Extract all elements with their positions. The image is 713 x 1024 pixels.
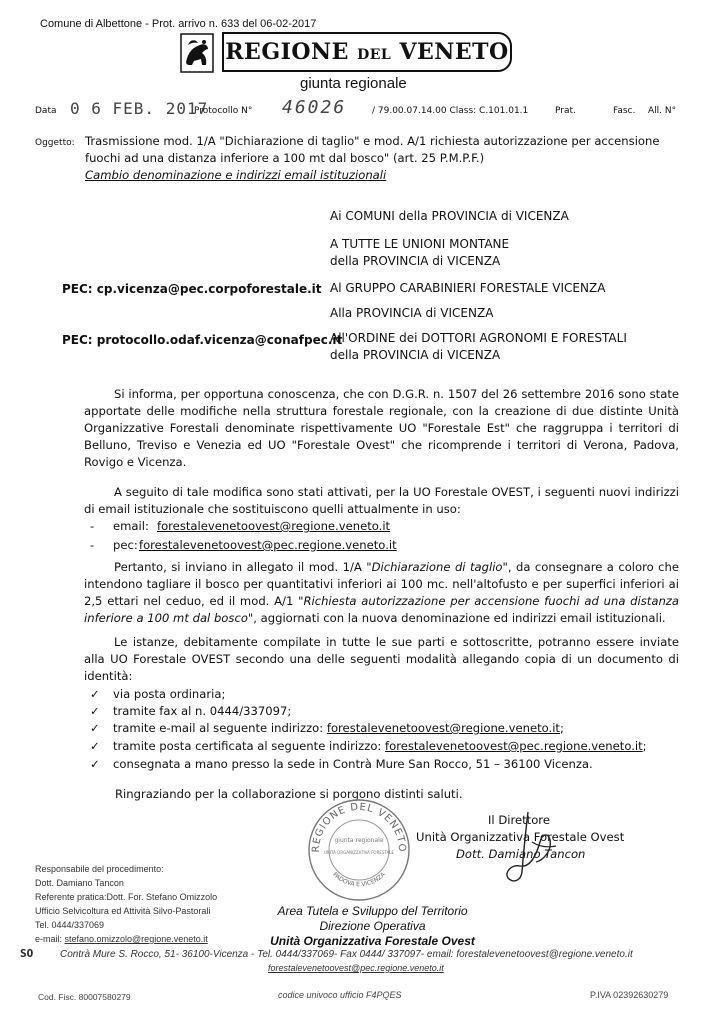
handwritten-signature: [496, 808, 566, 888]
official-seal: [305, 796, 413, 904]
check3-link[interactable]: forestalevenetoovest@regione.veneto.it: [326, 721, 560, 735]
cod-fisc: Cod. Fisc. 80007580279: [38, 992, 131, 1002]
signature-unit: Unità Organizzativa Forestale Ovest: [416, 830, 625, 844]
signature-name: Dott. Damiano Tancon: [456, 847, 586, 861]
resp-name: Dott. Damiano Tancon: [35, 878, 124, 888]
paragraph-1: Si informa, per opportuna conoscenza, che con D.G.R. n. 1507 del 26 settembre 2016 sono state apportate delle modifiche nella struttura forestale regionale, con la creazione di due distinte Unità Organizzative Forestali denominate rispettivamente UO "Forestale Est" che raggruppa i territori di Belluno, Treviso e Venezia ed UO "Forestale Ovest" che ricomprende i territori di Verona, Padova, Rovigo e Vicenza.: [84, 387, 679, 469]
org-line-3: Unità Organizzativa Forestale Ovest: [270, 934, 475, 948]
pec-carabinieri: PEC: cp.vicenza@pec.corpoforestale.it: [62, 282, 322, 296]
closing: Ringraziando per la collaborazione si porgono distinti saluti.: [115, 787, 463, 801]
pec-bullet: -: [90, 538, 95, 552]
check-item-1: via posta ordinaria;: [113, 687, 226, 701]
seal-bottom-text: PADOVA E VICENZA: [331, 871, 387, 889]
email-label: email:: [113, 519, 149, 533]
subject-label: Oggetto:: [35, 138, 75, 148]
svg-text:REGIONE DEL VENETO: [311, 802, 407, 853]
resp-tel: Tel. 0444/337069: [35, 920, 105, 930]
recipient-comuni: Ai COMUNI della PROVINCIA di VICENZA: [330, 209, 569, 223]
prat-label: Prat.: [555, 106, 576, 116]
fasc-label: Fasc.: [613, 106, 636, 116]
check3-text: tramite e-mail al seguente indirizzo:: [113, 721, 327, 735]
email-bullet: -: [90, 519, 95, 533]
signature-scribble-icon: [496, 808, 566, 888]
p3-part-a: Pertanto, si inviano in allegato il mod. 1/A ": [114, 560, 372, 574]
p3-part-d: Richiesta autorizzazione per accensione fuochi ad una distanza inferiore a 100 mt dal bosco: [84, 594, 679, 625]
check3-end: ;: [559, 721, 564, 735]
check4-end: ;: [642, 739, 647, 753]
title-veneto: VENETO: [399, 39, 509, 65]
all-label: All. N°: [648, 106, 677, 116]
check4-link[interactable]: forestalevenetoovest@pec.regione.veneto.it: [385, 739, 643, 753]
protocollo-label: Protocollo N°: [194, 106, 253, 116]
p3-part-b: Dichiarazione di taglio: [371, 560, 503, 574]
check-item-3: [113, 720, 564, 737]
subject-line1: Trasmissione mod. 1/A "Dichiarazione di taglio" e mod. A/1 richiesta autorizzazione per accensione: [85, 134, 660, 148]
signature-title: Il Direttore: [488, 813, 550, 827]
recipient-ordine: All'ORDINE dei DOTTORI AGRONOMI E FORESTALI: [330, 331, 627, 345]
resp-email-link[interactable]: stefano.omizzolo@regione.veneto.it: [64, 934, 208, 944]
org-address: Contrà Mure S. Rocco, 51- 36100-Vicenza - Tel. 0444/337069- Fax 0444/ 337097- email: forestalevenetoovest@regione.veneto.it: [60, 949, 633, 960]
recipient-unioni-line2: della PROVINCIA di VICENZA: [330, 254, 501, 268]
check4-text: tramite posta certificata al seguente indirizzo:: [113, 739, 386, 753]
classification: / 79.00.07.14.00 Class: C.101.01.1: [372, 106, 529, 116]
org-pec[interactable]: forestalevenetoovest@pec.regione.veneto.it: [268, 963, 444, 973]
pec-label: pec:: [113, 538, 138, 552]
org-line-2: Direzione Operativa: [319, 919, 426, 933]
title-del: DEL: [357, 47, 392, 63]
check-item-5: consegnata a mano presso la sede in Contrà Mure San Rocco, 51 – 36100 Vicenza.: [113, 757, 593, 771]
data-label: Data: [35, 106, 57, 116]
pec-odaf: PEC: protocollo.odaf.vicenza@conafpec.it: [62, 333, 343, 347]
pec-link[interactable]: forestalevenetoovest@pec.regione.veneto.it: [139, 538, 397, 552]
check-icon: ✓: [90, 721, 100, 735]
check-icon: ✓: [90, 704, 100, 718]
org-line-1: Area Tutela e Sviluppo del Territorio: [277, 904, 468, 918]
partita-iva: P.IVA 02392630279: [590, 990, 669, 1000]
subject-line2: fuochi ad una distanza inferiore a 100 mt dal bosco" (art. 25 P.M.P.F.): [85, 151, 485, 165]
protocollo-value: 46026: [282, 97, 347, 118]
protocol-stamp: Comune di Albettone - Prot. arrivo n. 633 del 06-02-2017: [40, 18, 317, 30]
resp-email-row: [35, 934, 208, 944]
title-regione: REGIONE: [225, 39, 349, 65]
region-logo: [180, 33, 214, 73]
check-icon: ✓: [90, 739, 100, 753]
initials: SO: [20, 947, 34, 960]
check-icon: ✓: [90, 757, 100, 771]
email-link[interactable]: forestalevenetoovest@regione.veneto.it: [157, 519, 391, 533]
paragraph-2: A seguito di tale modifica sono stati attivati, per la UO Forestale OVEST, i seguenti nuovi indirizzi di email istituzionale che sostituiscono quelli attualmente in uso:: [84, 485, 679, 516]
recipient-unioni: A TUTTE LE UNIONI MONTANE: [330, 237, 510, 251]
giunta-subtitle: giunta regionale: [300, 75, 407, 92]
check-item-2: tramite fax al n. 0444/337097;: [113, 704, 292, 718]
seal-outer-text: REGIONE DEL VENETO: [310, 801, 408, 853]
recipient-carabinieri: Al GRUPPO CARABINIERI FORESTALE VICENZA: [330, 281, 606, 295]
paragraph-4: Le istanze, debitamente compilate in tutte le sue parti e sottoscritte, potranno essere inviate alla UO Forestale OVEST secondo una delle seguenti modalità allegando copia di un documento di identità:: [84, 635, 679, 683]
lion-logo-icon: [180, 33, 214, 73]
check-icon: ✓: [90, 687, 100, 701]
ufficio: Ufficio Selvicoltura ed Attività Silvo-Pastorali: [35, 906, 211, 916]
codice-univoco: codice univoco ufficio F4PQES: [278, 990, 402, 1000]
seal-stamp-icon: [305, 796, 413, 904]
check-item-4: [113, 738, 647, 755]
referente: Referente pratica:Dott. For. Stefano Omizzolo: [35, 892, 218, 902]
subject-line3: Cambio denominazione e indirizzi email istituzionali: [85, 168, 387, 182]
p3-part-e: ", aggiornati con la nuova denominazione ed indirizzi email istituzionali.: [247, 611, 666, 625]
data-value: 0 6 FEB. 2017: [70, 99, 209, 118]
region-title: [222, 32, 512, 72]
recipient-provincia: Alla PROVINCIA di VICENZA: [330, 306, 494, 320]
seal-side-text: UNITÀ ORGANIZZATIVA FORESTALE: [323, 850, 395, 855]
seal-inner-text: giunta regionale: [334, 837, 384, 844]
resp-email-label: e-mail:: [35, 934, 65, 944]
p3-part-c: ", da consegnare a coloro che intendono tagliare il bosco per quantitativi inferiori ai 100 mc. nell'altofusto e per superfici inferiori ai 2,5 ettari nel ceduo, ed il mod. A/1 ": [84, 560, 680, 608]
resp-label: Responsabile del procedimento:: [35, 864, 164, 874]
paragraph-3: [84, 559, 679, 627]
recipient-ordine-line2: della PROVINCIA di VICENZA: [330, 348, 501, 362]
